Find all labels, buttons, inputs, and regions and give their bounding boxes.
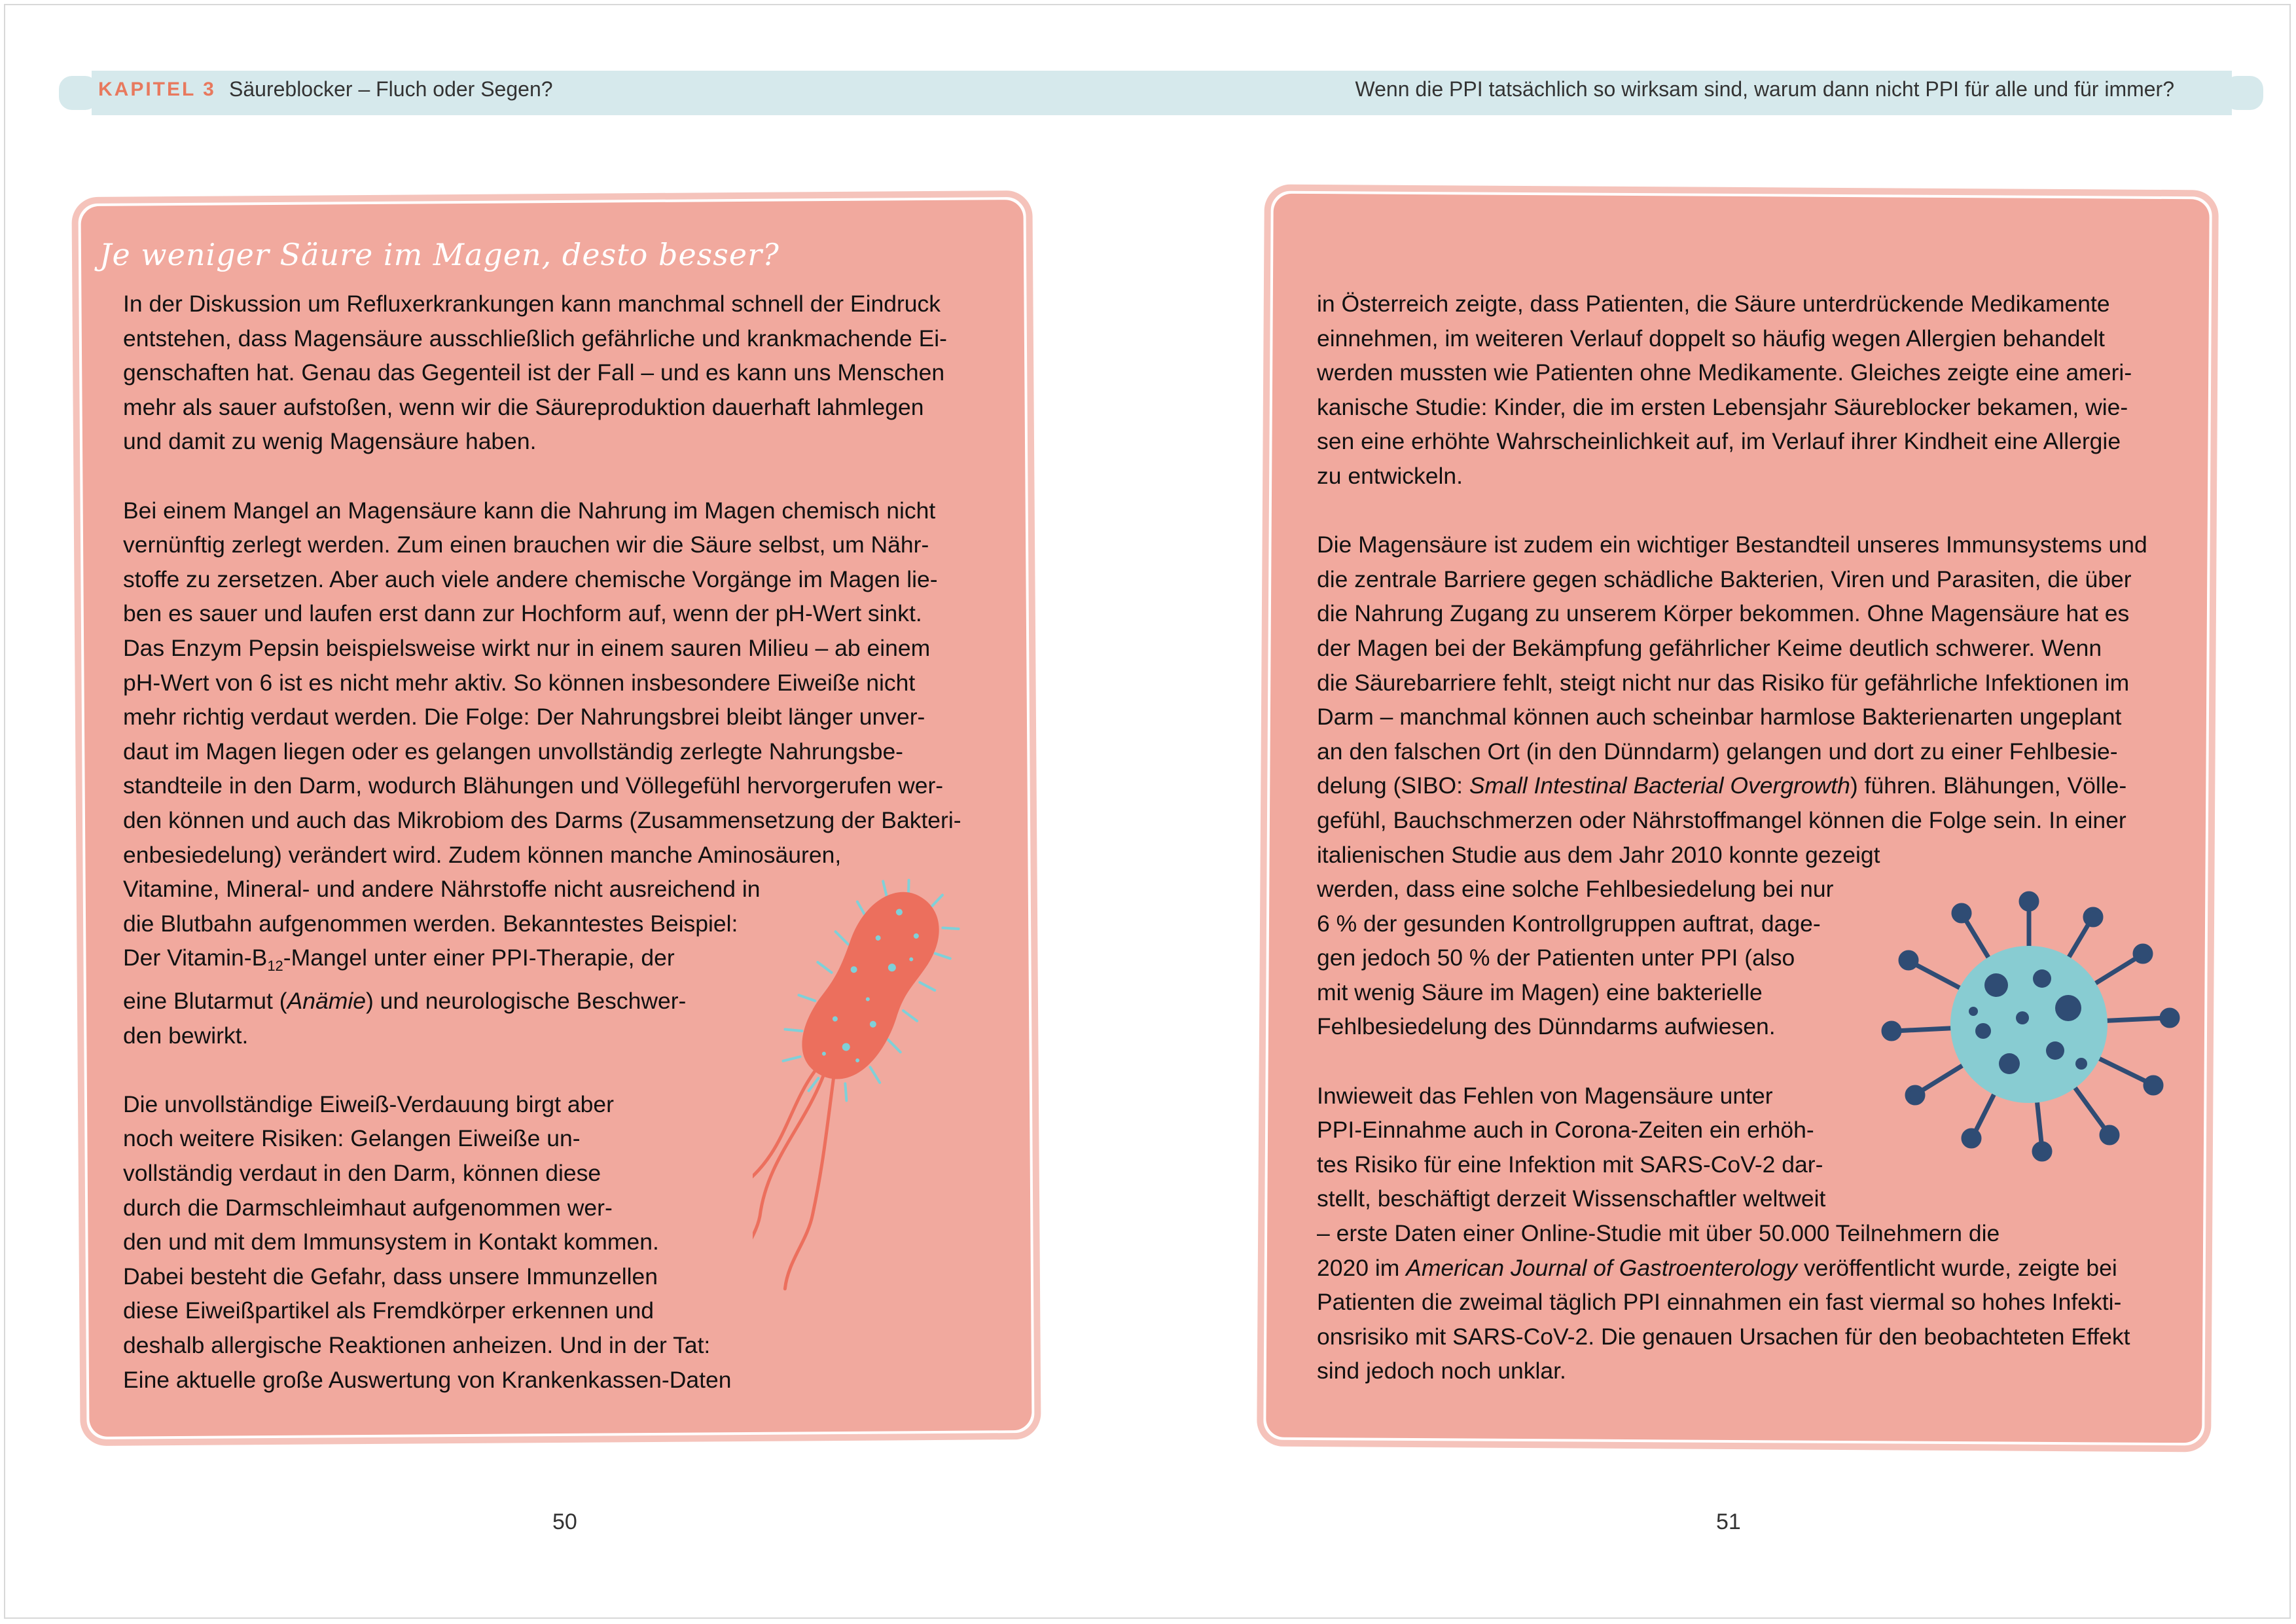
- text-line: Fehlbesiedelung des Dünndarms aufwiesen.: [1317, 1013, 1776, 1040]
- text-line: mit wenig Säure im Magen) eine bakterielle: [1317, 979, 1763, 1005]
- page-number-left: 50: [552, 1509, 577, 1534]
- text-line: die Säurebarriere fehlt, steigt nicht nur das Risiko für gefährliche Infektionen im: [1317, 669, 2130, 696]
- virus-illustration: [1865, 890, 2193, 1172]
- left-paragraph-1: [123, 287, 974, 459]
- text-line: vollständig verdaut in den Darm, können diese: [123, 1159, 601, 1186]
- text-line: sen eine erhöhte Wahrscheinlichkeit auf, im Verlauf ihrer Kindheit eine Allergie: [1317, 428, 2121, 455]
- text-line: die Nahrung Zugang zu unserem Körper bekommen. Ohne Magensäure hat es: [1317, 600, 2130, 627]
- text-line: onsrisiko mit SARS-CoV-2. Die genauen Ursachen für den beobachteten Effekt: [1317, 1323, 2130, 1350]
- text-line: In der Diskussion um Refluxerkrankungen kann manchmal schnell der Eindruck: [123, 291, 941, 317]
- text-line: stoffe zu zersetzen. Aber auch viele andere chemische Vorgänge im Magen lie-: [123, 566, 938, 592]
- text-line: Eine aktuelle große Auswertung von Krankenkassen-Daten: [123, 1366, 732, 1393]
- text-line: standteile in den Darm, wodurch Blähungen und Völlegefühl hervorgerufen wer-: [123, 772, 944, 799]
- text-line: ben es sauer und laufen erst dann zur Hochform auf, wenn der pH-Wert sinkt.: [123, 600, 922, 627]
- text-line: und damit zu wenig Magensäure haben.: [123, 428, 537, 455]
- text-line: Darm – manchmal können auch scheinbar harmlose Bakterienarten ungeplant: [1317, 704, 2122, 731]
- text-line: enbesiedelung) verändert wird. Zudem können manche Aminosäuren,: [123, 841, 842, 868]
- text-line: eine Blutarmut (Anämie) und neurologische Beschwer-: [123, 987, 687, 1014]
- text-line: – erste Daten einer Online-Studie mit über 50.000 Teilnehmern die: [1317, 1220, 2000, 1247]
- running-header-right: Wenn die PPI tatsächlich so wirksam sind, warum dann nicht PPI für alle und für immer?: [1355, 77, 2174, 101]
- text-line: Inwieweit das Fehlen von Magensäure unter: [1317, 1082, 1773, 1109]
- text-line: stellt, beschäftigt derzeit Wissenschaftler weltweit: [1317, 1185, 1826, 1212]
- text-line: gen jedoch 50 % der Patienten unter PPI (also: [1317, 945, 1795, 971]
- text-line: Vitamine, Mineral- und andere Nährstoffe nicht ausreichend in: [123, 876, 761, 903]
- text-line: vernünftig zerlegt werden. Zum einen brauchen wir die Säure selbst, um Nähr-: [123, 532, 929, 558]
- text-line: Bei einem Mangel an Magensäure kann die Nahrung im Magen chemisch nicht: [123, 497, 936, 524]
- text-line: diese Eiweißpartikel als Fremdkörper erkennen und: [123, 1297, 654, 1324]
- text-line: kanische Studie: Kinder, die im ersten Lebensjahr Säureblocker bekamen, wie-: [1317, 393, 2128, 420]
- text-line: die zentrale Barriere gegen schädliche Bakterien, Viren und Parasiten, die über: [1317, 566, 2132, 592]
- chapter-title: Säureblocker – Fluch oder Segen?: [229, 77, 553, 101]
- page-number-right: 51: [1716, 1509, 1741, 1534]
- text-line: pH-Wert von 6 ist es nicht mehr aktiv. So können insbesondere Eiweiße nicht: [123, 669, 916, 696]
- text-line: gefühl, Bauchschmerzen oder Nährstoffmangel können die Folge sein. In einer: [1317, 806, 2126, 833]
- text-line: daut im Magen liegen oder es gelangen unvollständig zerlegte Nahrungsbe-: [123, 738, 904, 765]
- text-line: den bewirkt.: [123, 1022, 249, 1049]
- text-line: durch die Darmschleimhaut aufgenommen wer-: [123, 1194, 613, 1221]
- text-line: zu entwickeln.: [1317, 462, 1463, 489]
- text-line: 6 % der gesunden Kontrollgruppen auftrat, dage-: [1317, 910, 1821, 937]
- text-line: Der Vitamin-$B_{12}$-Mangel unter einer PPI-Therapie, der: [123, 945, 675, 975]
- box-heading: Je weniger Säure im Magen, desto besser?: [99, 237, 780, 272]
- text-line: an den falschen Ort (in den Dünndarm) gelangen und dort zu einer Fehlbesie-: [1317, 738, 2118, 765]
- text-line: delung (SIBO: Small Intestinal Bacterial Overgrowth) führen. Blähungen, Völle-: [1317, 772, 2127, 799]
- text-line: einnehmen, im weiteren Verlauf doppelt so häufig wegen Allergien behandelt: [1317, 325, 2105, 352]
- text-line: Dabei besteht die Gefahr, dass unsere Immunzellen: [123, 1263, 658, 1290]
- text-line: Patienten die zweimal täglich PPI einnahmen ein fast viermal so hohes Infekti-: [1317, 1289, 2122, 1316]
- text-line: genschaften hat. Genau das Gegenteil ist der Fall – und es kann uns Menschen: [123, 359, 945, 386]
- text-line: PPI-Einnahme auch in Corona-Zeiten ein erhöh-: [1317, 1117, 1814, 1144]
- text-line: die Blutbahn aufgenommen werden. Bekanntestes Beispiel:: [123, 910, 738, 937]
- bacterium-illustration: [753, 864, 988, 1335]
- text-line: mehr als sauer aufstoßen, wenn wir die Säureproduktion dauerhaft lahmlegen: [123, 393, 924, 420]
- text-line: entstehen, dass Magensäure ausschließlich gefährliche und krankmachende Ei-: [123, 325, 948, 352]
- right-paragraph-1: [1317, 287, 2168, 494]
- text-line: italienischen Studie aus dem Jahr 2010 konnte gezeigt: [1317, 841, 1880, 868]
- text-line: werden, dass eine solche Fehlbesiedelung bei nur: [1317, 876, 1834, 903]
- text-line: Die Magensäure ist zudem ein wichtiger Bestandteil unseres Immunsystems und: [1317, 532, 2147, 558]
- text-line: in Österreich zeigte, dass Patienten, die Säure unterdrückende Medikamente: [1317, 291, 2110, 317]
- text-line: noch weitere Risiken: Gelangen Eiweiße un-: [123, 1125, 581, 1152]
- text-line: mehr richtig verdaut werden. Die Folge: Der Nahrungsbrei bleibt länger unver-: [123, 704, 925, 731]
- right-body-text: [1317, 287, 2168, 1388]
- text-line: sind jedoch noch unklar.: [1317, 1358, 1566, 1384]
- text-line: deshalb allergische Reaktionen anheizen. Und in der Tat:: [123, 1331, 711, 1358]
- text-line: den können und auch das Mikrobiom des Darms (Zusammensetzung der Bakteri-: [123, 806, 961, 833]
- text-line: den und mit dem Immunsystem in Kontakt kommen.: [123, 1229, 659, 1255]
- text-line: 2020 im American Journal of Gastroenterology veröffentlicht wurde, zeigte bei: [1317, 1254, 2117, 1281]
- text-line: tes Risiko für eine Infektion mit SARS-CoV-2 dar-: [1317, 1151, 1823, 1178]
- text-line: Das Enzym Pepsin beispielsweise wirkt nur in einem sauren Milieu – ab einem: [123, 634, 931, 661]
- text-line: Die unvollständige Eiweiß-Verdauung birgt aber: [123, 1091, 614, 1117]
- text-line: der Magen bei der Bekämpfung gefährlicher Keime deutlich schwerer. Wenn: [1317, 634, 2102, 661]
- text-line: werden mussten wie Patienten ohne Medikamente. Gleiches zeigte eine ameri-: [1317, 359, 2132, 386]
- chapter-label: KAPITEL 3: [98, 79, 216, 100]
